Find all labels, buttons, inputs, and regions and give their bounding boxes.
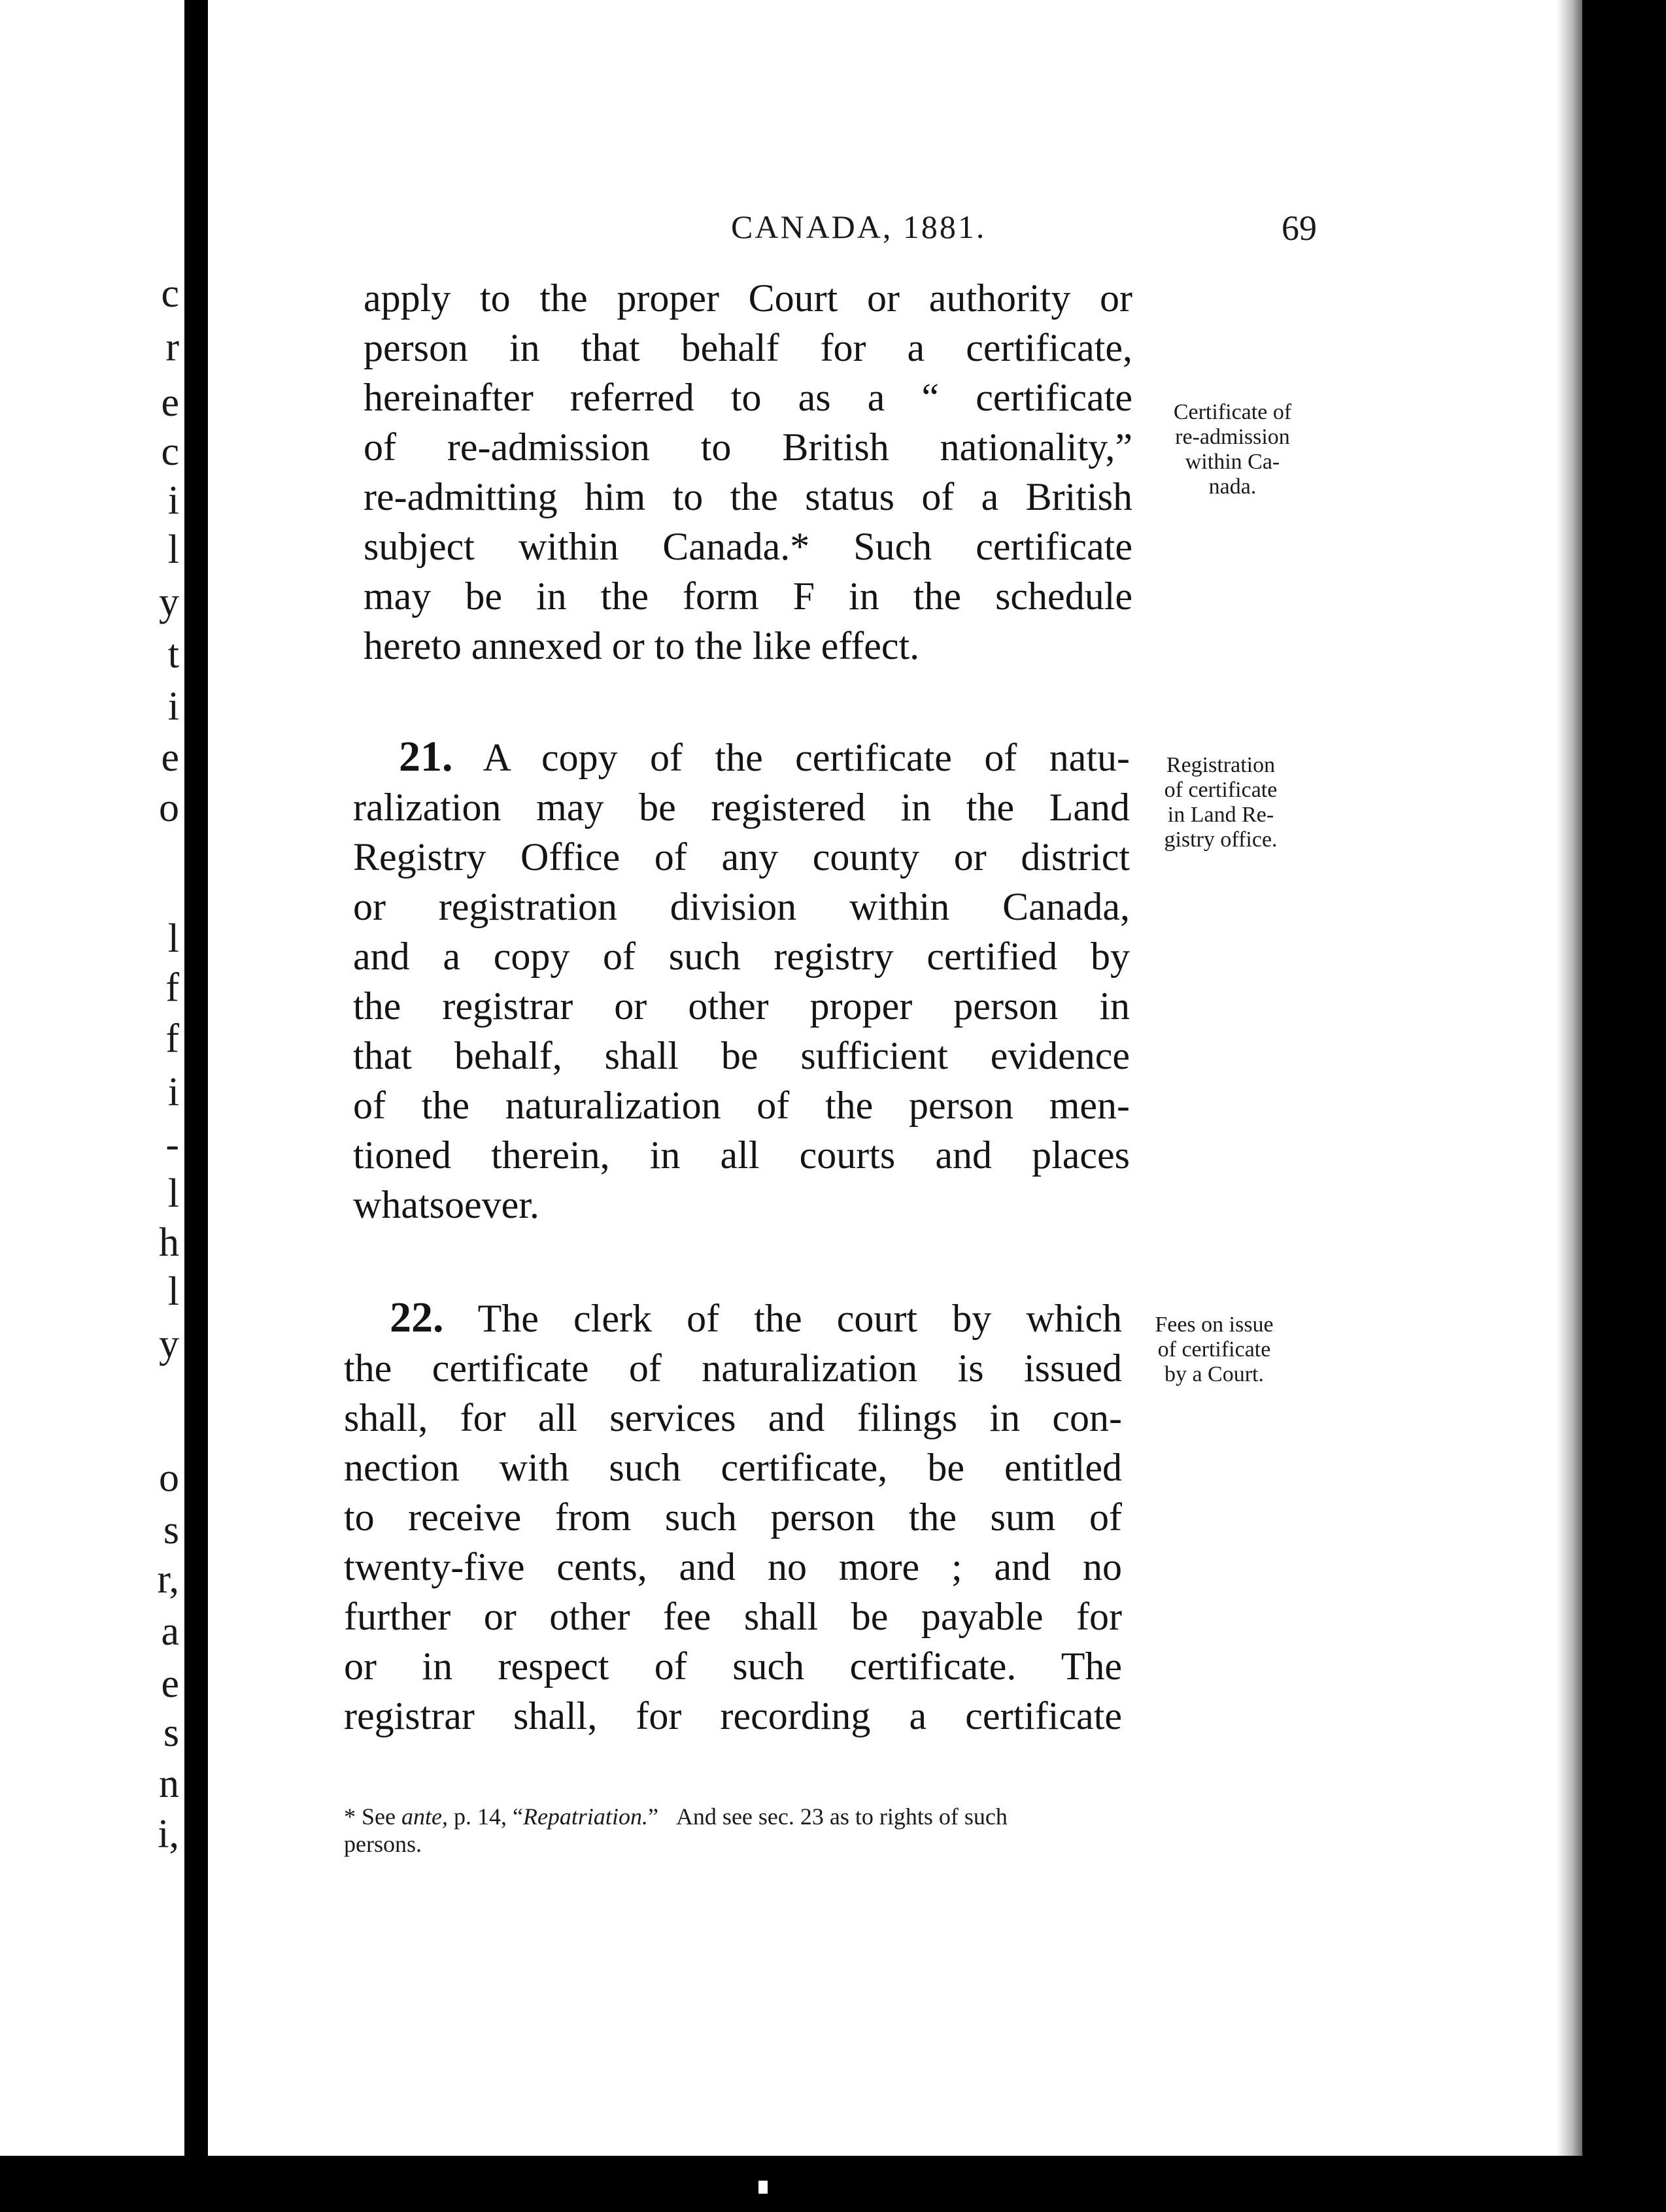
prev-page-fragment: y: [159, 580, 179, 624]
text-line: A copy of the certificate of natu-: [483, 736, 1130, 779]
prev-page-fragment: i: [167, 1070, 179, 1114]
prev-page-fragment: r: [165, 325, 179, 369]
page-edge-shadow: [1556, 0, 1582, 2156]
text-line: or registration division within Canada,: [353, 885, 1130, 928]
text-line: the certificate of naturalization is issued: [344, 1347, 1122, 1390]
section-22-first-line: [344, 1293, 1122, 1343]
marginal-note-line: of certificate: [1164, 778, 1278, 802]
text-line: to receive from such person the sum of: [344, 1496, 1122, 1539]
section-22: [344, 1293, 1122, 1741]
prev-page-fragment: f: [165, 1016, 179, 1061]
footnote-title: Repatriation.: [522, 1803, 648, 1830]
text-line: that behalf, shall be sufficient evidence: [353, 1034, 1130, 1077]
prev-page-fragment: n: [159, 1762, 179, 1806]
text-line: the registrar or other proper person in: [353, 984, 1130, 1028]
prev-page-fragment: a: [161, 1609, 179, 1654]
prev-page-fragment: l: [167, 1269, 179, 1314]
text-line: twenty-five cents, and no more ; and no: [344, 1545, 1122, 1588]
marginal-note-registration: [1132, 753, 1309, 852]
prev-page-fragment: i,: [158, 1812, 179, 1856]
text-line: nection with such certificate, be entitled: [344, 1446, 1122, 1489]
text-line: and a copy of such registry certified by: [353, 935, 1130, 978]
marginal-note-line: within Ca-: [1185, 450, 1280, 474]
prev-page-fragment: o: [159, 786, 179, 830]
prev-page-fragment: i: [167, 684, 179, 729]
text-line: apply to the proper Court or authority or: [364, 276, 1132, 320]
text-line: shall, for all services and filings in con-: [344, 1396, 1122, 1439]
text-line: further or other fee shall be payable for: [344, 1595, 1122, 1638]
text-line: tioned therein, in all courts and places: [353, 1133, 1130, 1177]
prev-page-fragment: e: [161, 735, 179, 780]
marginal-note-line: re-admission: [1175, 425, 1290, 449]
marginal-note-line: Fees on issue: [1155, 1313, 1274, 1337]
prev-page-fragment: l: [167, 528, 179, 572]
marginal-note-line: by a Court.: [1164, 1362, 1265, 1386]
prev-page-fragment: s: [163, 1711, 179, 1755]
text-line: registrar shall, for recording a certificate: [344, 1694, 1122, 1737]
marginal-note-readmission: [1144, 400, 1321, 499]
marginal-note-line: of certificate: [1157, 1337, 1271, 1362]
section-number: 22.: [390, 1294, 444, 1341]
prev-page-fragment: r,: [157, 1557, 179, 1601]
footnote-quote-open: “: [512, 1803, 523, 1830]
marginal-note-fees: [1126, 1313, 1302, 1387]
section-21-first-line: [353, 732, 1130, 782]
text-line: ralization may be registered in the Land: [353, 786, 1130, 829]
prev-page-fragment: i: [167, 478, 179, 523]
footnote-quote-close: ”: [647, 1803, 658, 1830]
prev-page-fragment: c: [161, 271, 179, 316]
section-number: 21.: [399, 733, 453, 780]
prev-page-fragment: o: [159, 1456, 179, 1500]
prev-page-fragment: h: [159, 1220, 179, 1265]
marginal-note-line: in Land Re-: [1167, 803, 1274, 827]
prev-page-fragment: e: [161, 1662, 179, 1706]
text-line: may be in the form F in the schedule: [364, 575, 1132, 618]
prev-page-fragment: l: [167, 916, 179, 961]
text-line: subject within Canada.* Such certificate: [364, 525, 1132, 568]
scan-frame-bottom: [0, 2156, 1666, 2212]
text-line: whatsoever.: [353, 1183, 539, 1226]
text-line: person in that behalf for a certificate,: [364, 326, 1132, 369]
previous-page-sliver: [0, 0, 184, 2156]
footnote-text: And see sec. 23 as to rights of such: [675, 1803, 1008, 1830]
prev-page-fragment: y: [159, 1322, 179, 1366]
marginal-note-line: Registration: [1166, 753, 1276, 777]
footnote-ante: ante,: [401, 1803, 448, 1830]
text-line: of re-admission to British nationality,”: [364, 426, 1132, 469]
text-line: re-admitting him to the status of a British: [364, 475, 1132, 518]
text-line: The clerk of the court by which: [477, 1297, 1122, 1340]
prev-page-fragment: s: [163, 1508, 179, 1552]
text-line: of the naturalization of the person men-: [353, 1084, 1130, 1127]
prev-page-fragment: f: [165, 965, 179, 1010]
marginal-note-line: Certificate of: [1173, 400, 1292, 424]
text-line: hereinafter referred to as a “ certificate: [364, 376, 1132, 419]
paragraph-continuation: [364, 273, 1132, 671]
text-line: or in respect of such certificate. The: [344, 1645, 1122, 1688]
prev-page-fragment: t: [167, 632, 179, 677]
text-line: Registry Office of any county or district: [353, 835, 1130, 879]
section-21: [353, 732, 1130, 1230]
prev-page-fragment: l: [167, 1171, 179, 1216]
text-line: hereto annexed or to the like effect.: [364, 624, 920, 667]
footnote-text: persons.: [344, 1831, 422, 1857]
scan-frame-right: [1582, 0, 1666, 2212]
prev-page-fragment: -: [165, 1122, 179, 1167]
page-number: 69: [1282, 209, 1317, 248]
marginal-note-line: gistry office.: [1164, 828, 1278, 852]
prev-page-fragment: e: [161, 380, 179, 425]
running-head: CANADA, 1881.: [731, 209, 987, 245]
footnote-page-ref: p. 14,: [453, 1803, 507, 1830]
prev-page-fragment: c: [161, 429, 179, 474]
scan-speck: [758, 2181, 768, 2194]
footnote: [344, 1803, 1291, 1858]
footnote-marker: * See: [344, 1803, 396, 1830]
marginal-note-line: nada.: [1208, 475, 1257, 499]
